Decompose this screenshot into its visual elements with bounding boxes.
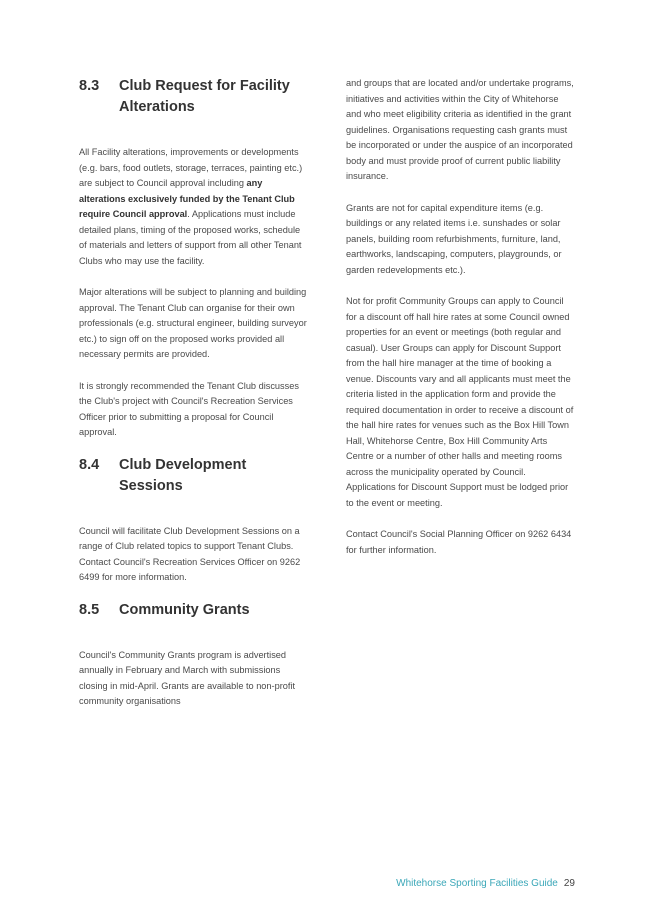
paragraph: It is strongly recommended the Tenant Club discusses the Club's project with Council's Recreation Services Officer prior to submitting a proposal for Council approval. [79,380,299,437]
paragraph: Not for profit Community Groups can apply to Council for a discount off hall hire rates at some Council owned properties for an event or meetings (both regular and casual). User Groups can apply for Discount Support from the hall hire manager at the time of booking a venue. Discounts vary and all applicants must meet the criteria listed in the application form and provide the required documentation in order to receive a discount of the hall hire rates for venues such as the Box Hill Town Hall, Whitehorse Centre, Box Hill Community Arts Centre or a number of other halls and meeting rooms across the municipality operated by Council. Applications for Discount Support must be lodged prior to the event or meeting. [346,296,574,508]
section-heading-8-5 [79,600,309,621]
section-title: Club Development Sessions [119,456,247,494]
paragraph: and groups that are located and/or undertake programs, initiatives and activities within the City of Whitehorse and who meet eligibility criteria as identified in the grant guidelines. Organisations requesting cash grants must be incorporated or under the auspice of an incorporated body and must provide proof of current public liability insurance. [346,78,574,181]
paragraph-text: . Applications must include detailed plans, timing of the proposed works, schedule of materials and letters of support from all other Tenant Clubs who may use the facility. [79,209,302,266]
page-number: 29 [563,878,575,889]
section-number: 8.5 [79,601,100,618]
paragraph: Grants are not for capital expenditure items (e.g. buildings or any related items i.e. sunshades or solar panels, building room refurbishments, furniture, land, earthworks, landscaping, computers, playgrounds, or garden redevelopments etc.). [346,202,562,275]
paragraph-text: All Facility alterations, improvements or developments (e.g. bars, food outlets, storage, terraces, painting etc.) are subject to Council approval including [79,147,303,188]
paragraph: Council's Community Grants program is advertised annually in February and March with submissions closing in mid-April. Grants are available to non-profit community organisations [79,649,296,706]
section-title: Club Request for Facility Alterations [119,78,290,115]
section-title: Community Grants [119,601,250,618]
section-heading-8-3 [79,76,309,118]
section-number: 8.3 [79,78,100,94]
left-column [79,76,309,710]
paragraph: Contact Council's Social Planning Officer on 9262 6434 for further information. [346,529,572,555]
paragraph-bold-text: any alterations exclusively funded by the Tenant Club require Council approval [79,178,295,219]
section-heading-8-4 [79,455,309,497]
paragraph: Council will facilitate Club Development Sessions on a range of Club related topics to support Tenant Clubs. Contact Council's Recreation Services Officer on 9262 6499 for more information. [79,525,301,582]
section-number: 8.4 [79,456,100,473]
footer-guide-title: Whitehorse Sporting Facilities Guide [396,878,558,889]
paragraph: Major alterations will be subject to planning and building approval. The Tenant Club can organise for their own professionals (e.g. structural engineer, building surveyor etc.) to sign off on the proposed works provided all necessary permits are provided. [79,287,307,359]
paragraph [79,145,309,269]
right-column [346,76,576,558]
page-footer [396,877,575,891]
